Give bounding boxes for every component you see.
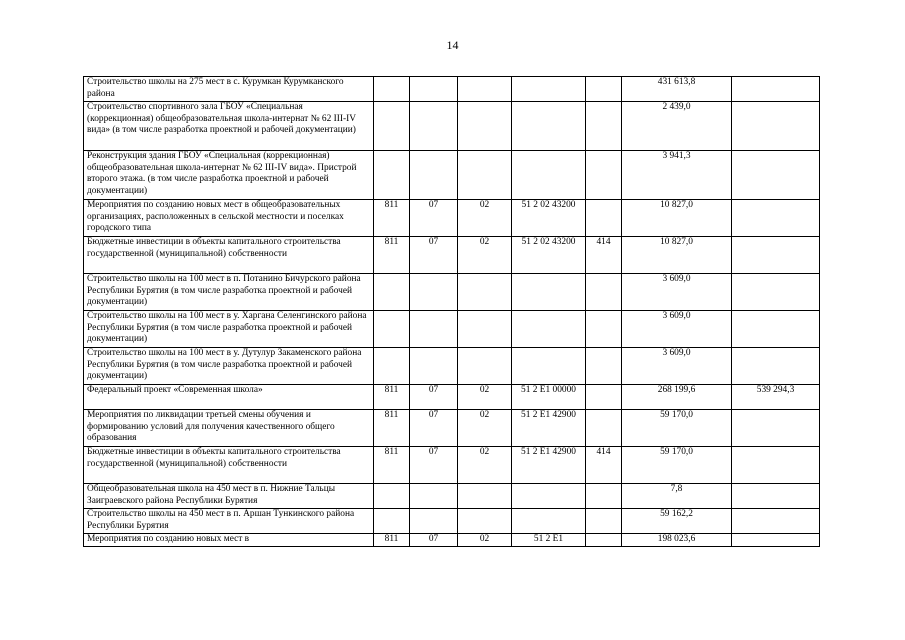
table-row [84,534,820,547]
row-sum-1: 59 162,2 [622,509,732,534]
table-row [84,509,820,534]
row-gov-code [374,484,410,509]
table-row [84,274,820,311]
row-gov-code [374,348,410,385]
row-expense-type [586,311,622,348]
row-expense-type [586,385,622,410]
row-subsection [458,311,512,348]
row-name: Строительство школы на 275 мест в с. Курумкан Курумканского района [84,77,374,102]
row-subsection [458,274,512,311]
row-subsection: 02 [458,534,512,547]
row-target-code: 51 2 E1 00000 [512,385,586,410]
row-expense-type: 414 [586,237,622,274]
row-expense-type [586,102,622,151]
row-sum-2 [732,534,820,547]
row-sum-1: 3 609,0 [622,348,732,385]
row-section [410,274,458,311]
row-subsection: 02 [458,447,512,484]
row-sum-1: 7,8 [622,484,732,509]
row-subsection [458,102,512,151]
table-row [84,151,820,200]
row-sum-2 [732,447,820,484]
row-target-code: 51 2 E1 [512,534,586,547]
row-name: Строительство спортивного зала ГБОУ «Специальная (коррекционная) общеобразовательная школа-интернат № 62 III-IV вида» (в том числе разработка проектной и рабочей документации) [84,102,374,151]
row-gov-code: 811 [374,534,410,547]
row-expense-type [586,200,622,237]
row-name: Строительство школы на 100 мест в у. Харгана Селенгинского района Республики Бурятия (в том числе разработка проектной и рабочей документации) [84,311,374,348]
row-gov-code: 811 [374,410,410,447]
row-name: Общеобразовательная школа на 450 мест в п. Нижние Тальцы Заиграевского района Республики Бурятия [84,484,374,509]
budget-table [83,76,820,547]
row-name: Мероприятия по созданию новых мест в [84,534,374,547]
row-sum-1: 3 941,3 [622,151,732,200]
page-number: 14 [446,38,459,52]
row-sum-2 [732,77,820,102]
row-gov-code: 811 [374,237,410,274]
table-row [84,447,820,484]
row-target-code [512,311,586,348]
row-gov-code [374,509,410,534]
row-gov-code: 811 [374,385,410,410]
row-subsection: 02 [458,410,512,447]
table-row [84,102,820,151]
row-section [410,311,458,348]
row-section [410,151,458,200]
row-section [410,348,458,385]
row-sum-2: 539 294,3 [732,385,820,410]
row-expense-type [586,77,622,102]
row-subsection [458,77,512,102]
table-row [84,77,820,102]
row-name: Бюджетные инвестиции в объекты капитального строительства государственной (муниципальной) собственности [84,237,374,274]
row-target-code [512,274,586,311]
row-name: Строительство школы на 100 мест в у. Дутулур Закаменского района Республики Бурятия (в том числе разработка проектной и рабочей документации) [84,348,374,385]
row-target-code: 51 2 02 43200 [512,200,586,237]
row-sum-2 [732,151,820,200]
row-name: Бюджетные инвестиции в объекты капитального строительства государственной (муниципальной) собственности [84,447,374,484]
row-gov-code [374,151,410,200]
row-sum-1: 2 439,0 [622,102,732,151]
table-row [84,237,820,274]
row-name: Строительство школы на 100 мест в п. Потанино Бичурского района Республики Бурятия (в том числе разработка проектной и рабочей документации) [84,274,374,311]
row-target-code: 51 2 E1 42900 [512,410,586,447]
row-expense-type [586,151,622,200]
row-section [410,77,458,102]
row-section: 07 [410,385,458,410]
row-expense-type: 414 [586,447,622,484]
row-subsection [458,509,512,534]
row-target-code [512,509,586,534]
table-row [84,410,820,447]
row-subsection: 02 [458,385,512,410]
row-section [410,102,458,151]
row-name: Мероприятия по ликвидации третьей смены обучения и формированию условий для получения качественного общего образования [84,410,374,447]
table-row [84,200,820,237]
row-sum-2 [732,102,820,151]
row-target-code [512,77,586,102]
row-expense-type [586,484,622,509]
row-gov-code: 811 [374,447,410,484]
row-section: 07 [410,447,458,484]
row-gov-code [374,274,410,311]
row-subsection [458,484,512,509]
row-name: Строительство школы на 450 мест в п. Аршан Тункинского района Республики Бурятия [84,509,374,534]
row-sum-2 [732,274,820,311]
row-subsection: 02 [458,237,512,274]
row-sum-1: 3 609,0 [622,311,732,348]
row-section [410,509,458,534]
row-target-code [512,102,586,151]
row-sum-1: 10 827,0 [622,200,732,237]
table-row [84,385,820,410]
row-section: 07 [410,410,458,447]
row-gov-code: 811 [374,200,410,237]
row-sum-1: 431 613,8 [622,77,732,102]
row-expense-type [586,348,622,385]
row-target-code [512,151,586,200]
row-target-code [512,484,586,509]
table-row [84,348,820,385]
row-expense-type [586,410,622,447]
row-subsection: 02 [458,200,512,237]
row-target-code: 51 2 E1 42900 [512,447,586,484]
row-section: 07 [410,200,458,237]
row-name: Реконструкция здания ГБОУ «Специальная (коррекционная) общеобразовательная школа-интернат № 62 III-IV вида». Пристрой второго этажа. (в том числе разработка проектной и рабочей документации) [84,151,374,200]
row-sum-2 [732,348,820,385]
table-row [84,311,820,348]
row-target-code [512,348,586,385]
row-section: 07 [410,534,458,547]
row-sum-1: 10 827,0 [622,237,732,274]
row-gov-code [374,77,410,102]
row-expense-type [586,274,622,311]
row-section: 07 [410,237,458,274]
row-sum-1: 59 170,0 [622,447,732,484]
row-gov-code [374,102,410,151]
row-sum-1: 198 023,6 [622,534,732,547]
row-name: Федеральный проект «Современная школа» [84,385,374,410]
row-sum-2 [732,509,820,534]
row-sum-2 [732,484,820,509]
table-row [84,484,820,509]
row-sum-1: 268 199,6 [622,385,732,410]
row-sum-2 [732,311,820,348]
row-sum-2 [732,410,820,447]
row-name: Мероприятия по созданию новых мест в общеобразовательных организациях, расположенных в сельской местности и поселках городского типа [84,200,374,237]
row-target-code: 51 2 02 43200 [512,237,586,274]
row-expense-type [586,534,622,547]
row-sum-2 [732,200,820,237]
row-sum-1: 59 170,0 [622,410,732,447]
row-sum-1: 3 609,0 [622,274,732,311]
row-gov-code [374,311,410,348]
row-section [410,484,458,509]
row-expense-type [586,509,622,534]
row-subsection [458,151,512,200]
row-sum-2 [732,237,820,274]
row-subsection [458,348,512,385]
